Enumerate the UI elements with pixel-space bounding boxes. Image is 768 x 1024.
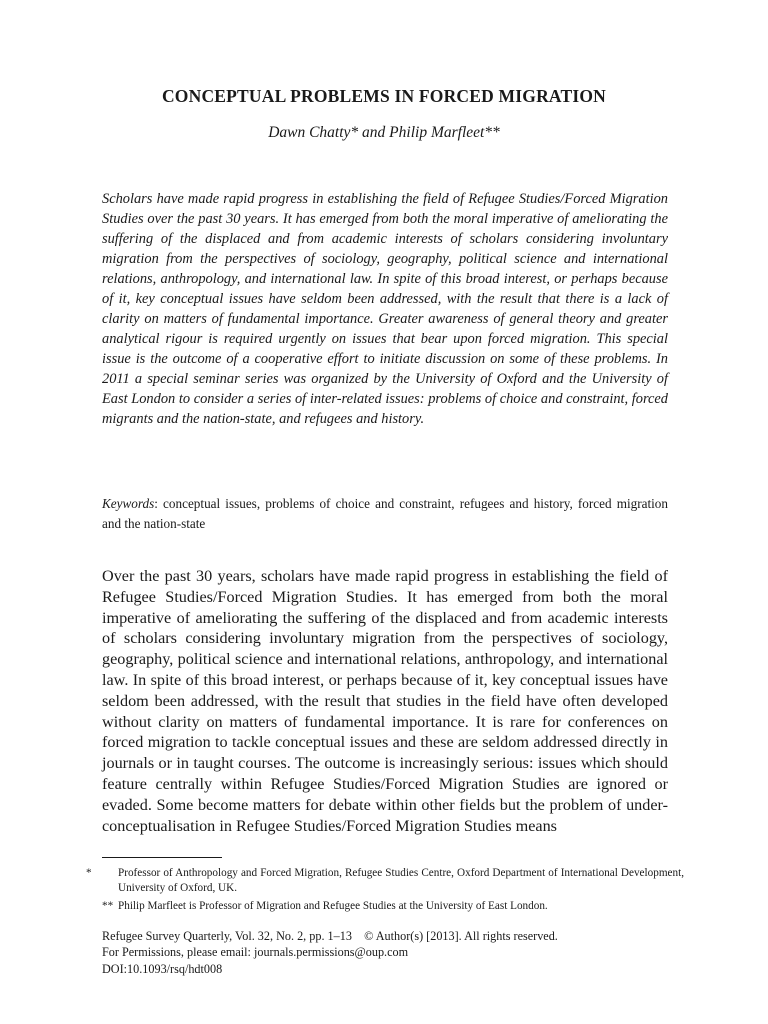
keywords-label: Keywords: [102, 496, 155, 511]
footnote-rule: [102, 857, 222, 858]
journal-citation: Refugee Survey Quarterly, Vol. 32, No. 2, pp. 1–13 © Author(s) [2013]. All rights reserved.: [102, 929, 558, 943]
footnote-2-text: Philip Marfleet is Professor of Migration and Refugee Studies at the University of East London.: [118, 900, 548, 912]
article-authors: Dawn Chatty* and Philip Marfleet**: [268, 124, 500, 141]
keywords: [102, 494, 668, 534]
footnote-1: [86, 866, 684, 896]
article-title: CONCEPTUAL PROBLEMS IN FORCED MIGRATION: [161, 86, 607, 106]
footnote-1-text: Professor of Anthropology and Forced Migration, Refugee Studies Centre, Oxford Department of International Development, University of Oxford, UK.: [118, 867, 684, 894]
permissions-line: For Permissions, please email: journals.permissions@oup.com: [102, 945, 409, 960]
publication-info: [102, 928, 668, 977]
body-paragraph: Over the past 30 years, scholars have made rapid progress in establishing the field of Refugee Studies/Forced Migration Studies. It has emerged from both the moral imperative of ameliorating the suffering of the displaced and from academic interests of scholars considering involuntary migration from the perspectives of sociology, geography, political science and international relations, anthropology, and international law. In spite of this broad interest, or perhaps because of it, key conceptual issues have seldom been addressed, with the result that studies in the field have often developed without clarity on matters of fundamental importance. It is rare for conferences on forced migration to tackle conceptual issues and these are seldom addressed directly in journals or in taught courses. The outcome is increasingly serious: issues which should feature centrally within Refugee Studies/Forced Migration Studies are ignored or evaded. Some become matters for debate within other fields but the problem of under-conceptualisation in Refugee Studies/Forced Migration Studies means: [102, 567, 668, 835]
footnote-2: [102, 899, 668, 914]
footnote-1-mark: *: [86, 867, 92, 879]
abstract: Scholars have made rapid progress in establishing the field of Refugee Studies/Forced Migration Studies over the past 30 years. It has emerged from both the moral imperative of ameliorating the suffering of the displaced and from academic interests of scholars considering involuntary migration from the perspectives of sociology, geography, political science and international relations, anthropology, and international law. In spite of this broad interest, or perhaps because of it, key conceptual issues have seldom been addressed, with the result that there is a lack of clarity on matters of fundamental importance. Greater awareness of general theory and greater analytical rigour is required urgently on issues that bear upon forced migration. This special issue is the outcome of a cooperative effort to initiate discussion on some of these problems. In 2011 a special seminar series was organized by the University of Oxford and the University of East London to consider a series of inter-related issues: problems of choice and constraint, forced migrants and the nation-state, and refugees and history.: [102, 191, 668, 427]
footnote-2-mark: **: [102, 900, 114, 912]
doi-line: DOI:10.1093/rsq/hdt008: [102, 961, 223, 976]
keywords-text: : conceptual issues, problems of choice and constraint, refugees and history, forced migration and the nation-state: [102, 496, 668, 531]
